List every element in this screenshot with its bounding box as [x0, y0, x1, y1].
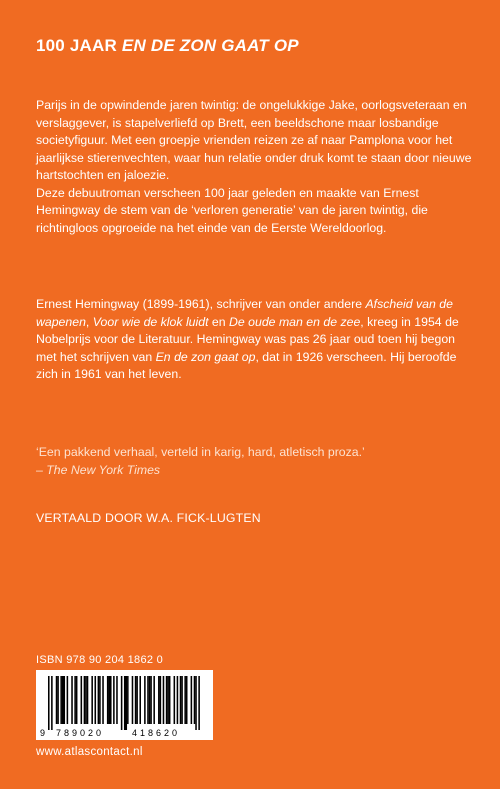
barcode-bar: [110, 676, 112, 724]
blurb: [36, 97, 472, 237]
barcode-bar: [76, 676, 78, 724]
author-bio: [36, 296, 472, 384]
barcode-bar: [126, 676, 128, 730]
press-quote: [36, 444, 472, 479]
barcode-bar: [147, 676, 149, 724]
barcode: [36, 670, 213, 740]
barcode-digit-first: 9: [40, 728, 46, 738]
barcode-bar: [132, 676, 134, 724]
barcode-bar: [102, 676, 104, 724]
barcode-bar: [81, 676, 83, 724]
barcode-bar: [180, 676, 182, 724]
quote-attribution: [36, 462, 472, 480]
barcode-bar: [149, 676, 151, 724]
barcode-bar: [160, 676, 162, 724]
quote-dash: –: [36, 462, 47, 477]
barcode-bar: [113, 676, 115, 724]
bio-text-5: , dat in 1926 verscheen. Hij beroofde zich in 1961 van het leven.: [36, 349, 457, 381]
barcode-bar: [186, 676, 188, 724]
bio-text-4: , kreeg in 1954 de Nobelprijs voor de Literatuur. Hemingway was pas 26 jaar oud toen hij begon met het schrijven van: [36, 314, 459, 364]
barcode-bar: [99, 676, 101, 724]
barcode-digits-left: 789020: [56, 728, 105, 738]
bio-work-1: Afscheid van de wapenen: [36, 297, 453, 329]
barcode-bar: [158, 676, 160, 724]
barcode-bar: [91, 676, 93, 724]
bio-text-2: ,: [85, 314, 93, 329]
barcode-bar: [62, 676, 64, 724]
translator-credit: VERTAALD DOOR W.A. FICK-LUGTEN: [36, 511, 261, 525]
bio-work-2: Voor wie de klok luidt: [92, 314, 209, 329]
bio-text-1: Ernest Hemingway (1899-1961), schrijver van onder andere: [36, 297, 366, 311]
isbn: ISBN 978 90 204 1862 0: [36, 654, 164, 666]
barcode-bar: [166, 676, 168, 724]
barcode-bar: [184, 676, 186, 724]
barcode-bar: [153, 676, 155, 724]
barcode-bar: [116, 676, 118, 724]
publisher-website: www.atlascontact.nl: [36, 746, 143, 758]
barcode-bar: [64, 676, 66, 724]
barcode-bar: [108, 676, 110, 724]
barcode-bar: [191, 676, 193, 724]
barcode-bars: [48, 676, 200, 730]
bio-work-4: En de zon gaat op: [155, 349, 256, 364]
barcode-digits-right: 418620: [132, 728, 181, 738]
barcode-bar: [60, 676, 62, 724]
barcode-bar: [85, 676, 87, 724]
barcode-bar: [121, 676, 123, 730]
quote-text: ‘Een pakkend verhaal, verteld in karig, hard, atletisch proza.’: [36, 445, 365, 459]
blurb-paragraph-2: Deze debuutroman verscheen 100 jaar geleden en maakte van Ernest Hemingway de stem van de ‘verloren generatie’ van de jaren twintig, die richtingloos opgroeide na het einde van de Eerste Wereldoorlog.: [36, 185, 428, 235]
barcode-bar: [56, 676, 58, 724]
title-prefix: 100 JAAR: [36, 36, 122, 55]
barcode-bar: [95, 676, 97, 724]
barcode-bar: [139, 676, 141, 724]
barcode-bar: [163, 676, 165, 724]
barcode-bar: [167, 676, 169, 724]
barcode-bar: [107, 676, 109, 724]
barcode-bar: [124, 676, 126, 730]
barcode-bar: [135, 676, 137, 724]
barcode-bar: [74, 676, 76, 724]
author-bio-text: [36, 296, 472, 384]
barcode-bar: [48, 676, 50, 730]
bio-work-3: De oude man en de zee: [229, 314, 361, 329]
barcode-bar: [51, 676, 53, 730]
barcode-bar: [84, 676, 86, 724]
barcode-bar: [127, 676, 129, 724]
barcode-graphic: [36, 670, 213, 740]
bio-text-3: en: [208, 314, 230, 329]
barcode-bar: [144, 676, 146, 724]
barcode-bar: [71, 676, 73, 724]
quote-source: The New York Times: [46, 462, 161, 477]
cover-title: [36, 36, 299, 56]
barcode-bar: [195, 676, 197, 730]
barcode-bar: [67, 676, 69, 724]
barcode-bar: [87, 676, 89, 724]
barcode-bar: [136, 676, 138, 724]
barcode-bar: [174, 676, 176, 724]
barcode-bar: [150, 676, 152, 724]
blurb-paragraph-1: Parijs in de opwindende jaren twintig: de ongelukkige Jake, oorlogsveteraan en verslaggever, is stapelverliefd op Brett, een beeldschone maar losbandige societyfiguur. Met een groepje vrienden reizen ze af naar Pamplona voor het jaarlijkse stierenvechten, waar hun relatie onder druk komt te staan door nieuwe hartstochten en jaloezie.: [36, 98, 472, 182]
barcode-bar: [194, 676, 196, 724]
barcode-bar: [169, 676, 171, 724]
barcode-bar: [57, 676, 59, 724]
barcode-bar: [181, 676, 183, 724]
barcode-bar: [177, 676, 179, 724]
barcode-bar: [198, 676, 200, 730]
title-book: EN DE ZON GAAT OP: [121, 36, 299, 55]
barcode-bar: [98, 676, 100, 724]
